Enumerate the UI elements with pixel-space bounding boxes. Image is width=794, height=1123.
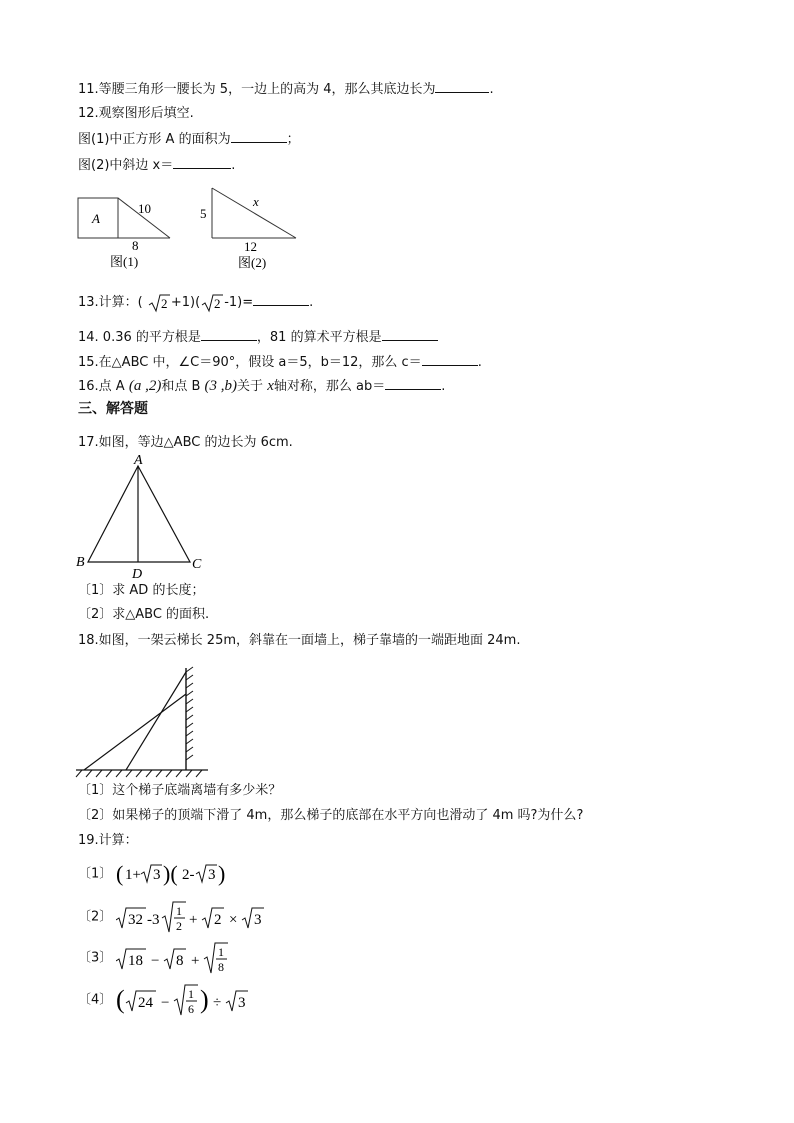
item-label: 〔4〕 [78, 992, 113, 1008]
hypotenuse-label: x [253, 194, 259, 209]
question-19-item-4 [78, 982, 266, 1018]
svg-text:1: 1 [218, 945, 225, 959]
svg-text:(: ( [116, 861, 124, 886]
axis-label: x [267, 378, 274, 394]
question-19-title: 19.计算： [78, 833, 138, 848]
answer-blank[interactable] [435, 80, 489, 93]
svg-text:): ) [200, 985, 210, 1014]
question-19-item-2 [78, 900, 276, 934]
svg-text:3: 3 [254, 912, 262, 928]
svg-text:2-: 2- [182, 867, 195, 883]
svg-text:18: 18 [128, 953, 144, 969]
svg-text:×: × [229, 912, 238, 928]
question-12-line2-end: . [231, 158, 236, 173]
question-15-end: . [477, 355, 482, 370]
svg-text:(: ( [116, 985, 126, 1014]
question-18-sub1: 〔1〕这个梯子底端离墙有多少米？ [78, 783, 282, 798]
expression-3 [116, 941, 256, 975]
question-12-line2-text: 图(2)中斜边 x＝ [78, 158, 174, 173]
answer-blank[interactable] [385, 377, 441, 390]
svg-text:3: 3 [153, 867, 161, 883]
svg-text:1: 1 [176, 904, 183, 918]
question-12-line1-end: ； [286, 132, 300, 147]
figure-2 [196, 184, 302, 272]
side-label: 5 [200, 206, 207, 221]
expression-4 [116, 982, 266, 1018]
question-19-item-1 [78, 860, 236, 888]
sqrt-symbol [200, 293, 224, 313]
item-label: 〔3〕 [78, 950, 113, 966]
question-14-text: 14. 0.36 的平方根是 [78, 330, 201, 345]
ladder-original [126, 672, 186, 770]
question-18-text: 18.如图，一架云梯长 25m，斜靠在一面墙上，梯子靠墙的一端距地面 24m. [78, 633, 521, 648]
svg-text:−: − [161, 995, 170, 1011]
equilateral-triangle-figure [72, 452, 212, 580]
hypotenuse-label: 10 [138, 201, 151, 216]
vertex-b-label: B [76, 555, 85, 570]
svg-text:)(: )( [163, 861, 179, 886]
question-16-end: . [441, 379, 446, 394]
coordinate-a: (a ,2) [128, 378, 162, 394]
question-17-sub2: 〔2〕求△ABC 的面积. [78, 607, 210, 622]
expression-2 [116, 900, 276, 934]
ladder-figure [74, 660, 214, 778]
figure-1-caption: 图(1) [110, 254, 139, 269]
point-d-label: D [132, 567, 143, 580]
base-label: 8 [132, 238, 139, 253]
question-14-mid: ，81 的算术平方根是 [256, 330, 382, 345]
expression-1 [116, 860, 236, 888]
svg-text:32: 32 [128, 912, 144, 928]
question-13-end: . [309, 295, 314, 310]
question-19-item-3 [78, 941, 256, 975]
answer-blank[interactable] [253, 293, 309, 306]
base-label: 12 [244, 239, 257, 254]
vertex-a-label: A [134, 453, 143, 468]
svg-text:): ) [218, 861, 226, 886]
question-11 [78, 80, 494, 99]
question-14 [78, 328, 438, 347]
svg-text:+: + [191, 953, 200, 969]
question-13-prefix: 13.计算：( [78, 295, 143, 310]
vertex-c-label: C [192, 557, 202, 572]
answer-blank[interactable] [201, 328, 257, 341]
question-16 [78, 376, 445, 396]
question-17-sub1: 〔1〕求 AD 的长度； [78, 583, 205, 598]
radicand: 2 [160, 295, 168, 311]
question-12-line1-text: 图(1)中正方形 A 的面积为 [78, 132, 231, 147]
coordinate-b: (3 ,b) [204, 378, 238, 394]
svg-text:2: 2 [176, 919, 183, 933]
svg-text:8: 8 [176, 953, 184, 969]
question-16-part4: 轴对称，那么 ab＝ [273, 379, 386, 394]
wall-hatching [186, 667, 193, 760]
square-label: A [92, 211, 100, 226]
question-17-text: 17.如图，等边△ABC 的边长为 6cm. [78, 435, 293, 450]
svg-text:-3: -3 [147, 912, 160, 928]
question-16-part3: 关于 [237, 379, 264, 394]
svg-text:2: 2 [214, 912, 222, 928]
question-12-line2 [78, 156, 235, 175]
svg-text:−: − [151, 953, 160, 969]
ground-hatching [76, 770, 202, 777]
question-15 [78, 353, 482, 372]
triangle-abc [88, 466, 190, 562]
question-13-part1: +1)( [170, 295, 201, 310]
answer-blank[interactable] [382, 328, 438, 341]
item-label: 〔2〕 [78, 909, 113, 925]
svg-text:1: 1 [188, 987, 195, 1001]
question-18-sub2: 〔2〕如果梯子的顶端下滑了 4m，那么梯子的底部在水平方向也滑动了 4m 吗?为什么? [78, 808, 584, 823]
question-11-text: 11.等腰三角形一腰长为 5，一边上的高为 4，那么其底边长为 [78, 82, 436, 97]
answer-blank[interactable] [422, 353, 478, 366]
question-12-title: 12.观察图形后填空. [78, 106, 194, 121]
question-15-text: 15.在△ABC 中，∠C＝90°，假设 a＝5，b＝12，那么 c＝ [78, 355, 422, 370]
answer-blank[interactable] [173, 156, 231, 169]
answer-blank[interactable] [231, 130, 287, 143]
section-heading: 三、解答题 [78, 401, 148, 417]
svg-text:6: 6 [188, 1002, 195, 1016]
question-12-line1 [78, 130, 300, 149]
ladder-slid [84, 694, 186, 770]
svg-text:3: 3 [238, 995, 246, 1011]
figure-1 [74, 194, 178, 272]
radicand: 2 [214, 295, 221, 311]
question-13-part2: -1)= [224, 295, 254, 310]
svg-text:÷: ÷ [213, 995, 222, 1011]
question-16-part2: 和点 B [161, 379, 201, 394]
question-16-part1: 16.点 A [78, 379, 125, 394]
item-label: 〔1〕 [78, 866, 113, 882]
svg-text:8: 8 [218, 960, 225, 974]
svg-text:1+: 1+ [125, 867, 142, 883]
question-11-end: . [489, 82, 494, 97]
figure-2-caption: 图(2) [238, 255, 267, 270]
question-13 [78, 292, 313, 314]
svg-text:+: + [189, 912, 198, 928]
svg-text:24: 24 [138, 995, 154, 1011]
svg-text:3: 3 [208, 867, 216, 883]
sqrt-symbol [147, 293, 171, 313]
